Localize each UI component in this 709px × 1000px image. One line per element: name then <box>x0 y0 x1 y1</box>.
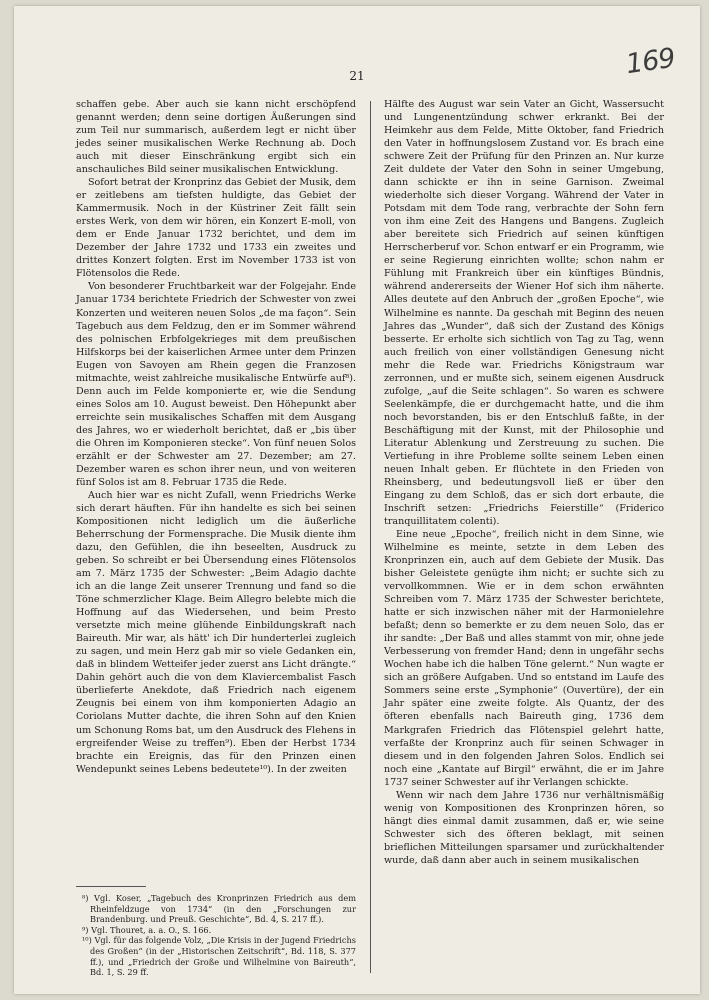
footnotes <box>76 893 356 978</box>
footnote-rule <box>76 886 146 887</box>
right-column <box>384 98 664 867</box>
paragraph: Sofort betrat der Kronprinz das Gebiet der Musik, dem er zeitlebens am tiefsten huldigte, das Gebiet der Kammermusik. Noch in der Küstriner Zeit fällt sein erstes Werk, von dem wir hören, ein Konzert E-moll, von dem er Ende Januar 1732 berichtet, und dem im Dezember der Jahre 1732 und 1733 ein zweites und drittes Konzert folgten. Erst im November 1733 ist von Flötensolos die Rede. <box>76 177 356 280</box>
paragraph: Eine neue „Epoche“, freilich nicht in dem Sinne, wie Wilhelmine es meinte, setzte in dem Leben des Kronprinzen ein, auch auf dem Gebiete der Musik. Das bisher Geleistete genügte ihm nicht; er suchte sich zu vervollkommnen. Wie er in dem schon erwähnten Schreiben vom 7. März 1735 der Schwester berichtete, hatte er sich inzwischen näher mit der Harmonielehre befaßt; denn so bemerkte er zu dem neuen Solo, das er ihr sandte: „Der Baß und alles stammt von mir, ohne jede Verbesserung von fremder Hand; denn in ungefähr sechs Wochen habe ich die halben Töne gelernt.“ Nun wagte er sich an größere Aufgaben. Und so entstand im Laufe des Sommers seine erste „Symphonie“ (Ouvertüre), der ein Jahr später eine zweite folgte. Als Quantz, der des öfteren ebenfalls nach Baireuth ging, 1736 dem Markgrafen Friedrich das Flötenspiel gelehrt hatte, verfaßte der Kronprinz auch für seinen Schwager in diesem und in den folgenden Jahren Solos. Endlich sei noch eine „Kantate auf Birgil“ erwähnt, die er im Jahre 1737 seiner Schwester auf ihr Verlangen schickte. <box>384 529 664 788</box>
left-column <box>76 98 356 776</box>
footnote: ⁸) Vgl. Koser, „Tagebuch des Kronprinzen Friedrich aus dem Rheinfeldzuge von 1734“ (in den „Forschungen zur Brandenburg. und Preuß. Geschichte“, Bd. 4, S. 217 ff.). <box>82 893 356 925</box>
paragraph: Wenn wir nach dem Jahre 1736 nur verhältnismäßig wenig von Kompositionen des Kronprinzen hören, so hängt dies einmal damit zusammen, daß er, wie seine Schwester sich des öfteren beklagt, mit seinen brieflichen Mitteilungen sparsamer und zurückhaltender wurde, daß dann aber auch in seinem musikalischen <box>384 789 664 866</box>
paragraph: Hälfte des August war sein Vater an Gicht, Wassersucht und Lungenentzündung schwer erkrankt. Bei der Heimkehr aus dem Felde, Mitte Oktober, fand Friedrich den Vater in hoffnungslosem Zustand vor. Es brach eine schwere Zeit der Prüfung für den Prinzen an. Nur kurze Zeit duldete der Vater den Sohn in seiner Umgebung, dann schickte er ihn in seine Garnison. Zweimal wiederholte sich dieser Vorgang. Während der Vater in Potsdam mit dem Tode rang, verbrachte der Sohn fern von ihm eine Zeit des Hangens und Bangens. Zugleich aber bereitete sich Friedrich auf seinen künftigen Herrscherberuf vor. Schon entwarf er ein Programm, wie er seine Regierung einrichten wollte; schon nahm er Fühlung mit Frankreich über ein künftiges Bündnis, während andererseits der Wiener Hof sich ihm näherte. Alles deutete auf den Anbruch der „großen Epoche“, wie Wilhelmine es nannte. Da geschah mit Beginn des neuen Jahres das „Wunder“, daß sich der Zustand des Königs besserte. Er erholte sich sichtlich von Tag zu Tag, wenn auch freilich von einer vollständigen Genesung nicht mehr die Rede war. Friedrichs Königstraum war zerronnen, und er mußte sich, seinem eigenen Ausdruck zufolge, „auf die Seite schlagen“. So waren es schwere Seelenkämpfe, die er durchgemacht hatte, und die ihm noch bevorstanden, bis er den Entschluß faßte, in der Beschäftigung mit der Kunst, mit der Philosophie und Literatur Ablenkung und Zerstreuung zu suchen. Die Vertiefung in ihre Probleme sollte seinem Leben einen neuen Inhalt geben. Er flüchtete in den Frieden von Rheinsberg, und bedeutungsvoll ließ er über den Eingang zu dem Schloß, das er sich dort erbaute, die Inschrift setzen: „Friedrichs Feierstille“ (Friderico tranquillitatem colenti). <box>384 99 664 527</box>
paragraph: schaffen gebe. Aber auch sie kann nicht erschöpfend genannt werden; denn seine dortigen Äußerungen sind zum Teil nur summarisch, außerdem legt er nicht über jedes seiner musikalischen Werke Rechnung ab. Doch auch mit dieser Einschränkung ergibt sich ein anschauliches Bild seiner musikalischen Entwicklung. <box>76 99 356 176</box>
page-number: 21 <box>349 69 365 83</box>
handwritten-archive-number: 169 <box>624 42 677 81</box>
footnote: ¹⁰) Vgl. für das folgende Volz, „Die Krisis in der Jugend Friedrichs des Großen“ (in der „Historischen Zeitschrift“, Bd. 118, S. 377 ff.), und „Friedrich der Große und Wilhelmine von Baireuth“, Bd. 1, S. 29 ff. <box>82 935 356 978</box>
paragraph: Von besonderer Fruchtbarkeit war der Folgejahr. Ende Januar 1734 berichtete Friedrich der Schwester von zwei Konzerten und weiteren neuen Solos „de ma façon“. Sein Tagebuch aus dem Feldzug, den er im Sommer während des polnischen Erbfolgekrieges mit dem preußischen Hilfskorps bei der kaiserlichen Armee unter dem Prinzen Eugen von Savoyen am Rhein gegen die Franzosen mitmachte, weist zahlreiche musikalische Entwürfe auf⁸). Denn auch im Felde komponierte er, wie die Sendung eines Solos am 10. August beweist. Den Höhepunkt aber erreichte sein musikalisches Schaffen mit dem Ausgang des Jahres, wo er wiederholt berichtet, daß er „bis über die Ohren im Komponieren stecke“. Von fünf neuen Solos erzählt er der Schwester am 27. Dezember; am 27. Dezember waren es schon ihrer neun, und von weiteren fünf Solos ist am 8. Februar 1735 die Rede. <box>76 281 356 488</box>
book-page <box>14 6 700 994</box>
paragraph: Auch hier war es nicht Zufall, wenn Friedrichs Werke sich derart häuften. Für ihn handelte es sich bei seinen Kompositionen nicht lediglich um die äußerliche Beherrschung der Formensprache. Die Musik diente ihm dazu, den Gefühlen, die ihn beseelten, Ausdruck zu geben. So schreibt er bei Übersendung eines Flötensolos am 7. März 1735 der Schwester: „Beim Adagio dachte ich an die lange Zeit unserer Trennung und fand so die Töne schmerzlicher Klage. Beim Allegro belebte mich die Hoffnung auf das Wiedersehen, und beim Presto versetzte mich meine glühende Einbildungskraft nach Baireuth. Mir war, als hätt' ich Dir hunderterlei zugleich zu sagen, und mein Herz gab mir so viele Gedanken ein, daß in blindem Wetteifer jeder zuerst ans Licht drängte.“ Dahin gehört auch die von dem Klaviercembalist Fasch überlieferte Anekdote, daß Friedrich nach eigenem Zeugnis bei einem von ihm komponierten Adagio an Coriolans Mutter dachte, die ihren Sohn auf den Knien um Schonung Roms bat, um den Ausdruck des Flehens in ergreifender Weise zu treffen⁹). Eben der Herbst 1734 brachte ein Ereignis, das für den Prinzen einen Wendepunkt seines Lebens bedeutete¹⁰). In der zweiten <box>76 489 356 775</box>
footnote: ⁹) Vgl. Thouret, a. a. O., S. 166. <box>82 924 212 935</box>
column-divider <box>370 101 371 973</box>
